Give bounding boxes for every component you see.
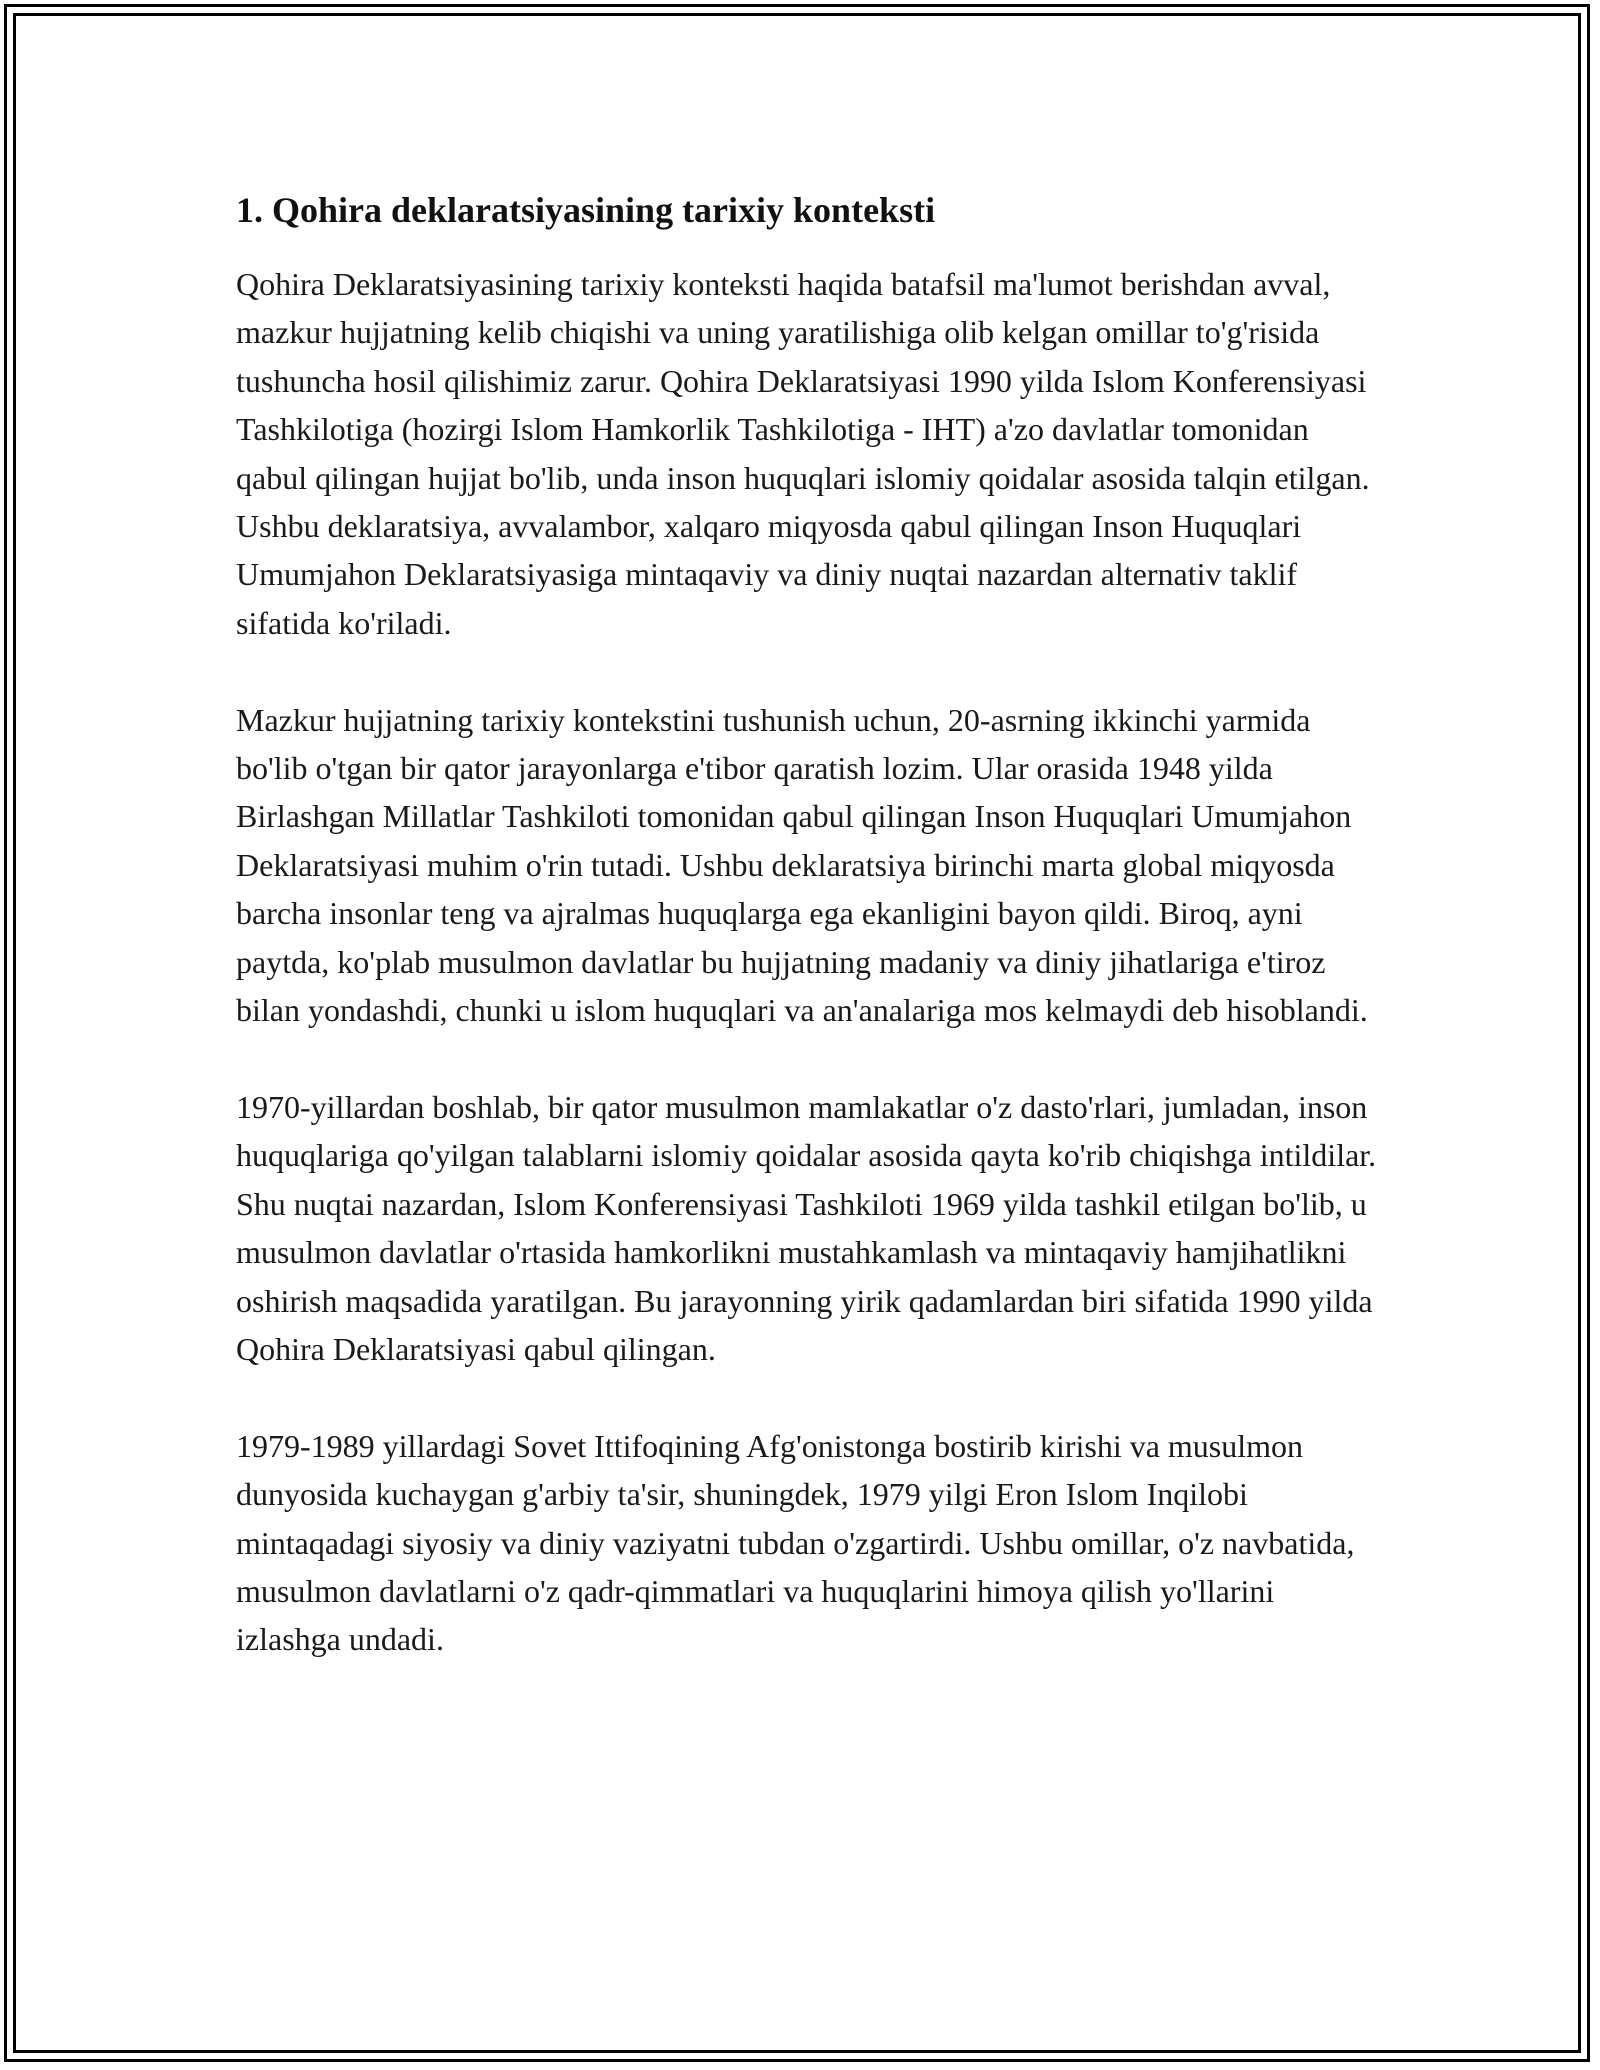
document-body: [236, 186, 1386, 1712]
section-heading: 1. Qohira deklaratsiyasining tarixiy konteksti: [236, 190, 936, 230]
paragraph-3: 1970-yillardan boshlab, bir qator musulmon mamlakatlar o'z dasto'rlari, jumladan, inson huquqlariga qo'yilgan talablarni islomiy qoidalar asosida qayta ko'rib chiqishga intildilar. Shu nuqtai nazardan, Islom Konferensiyasi Tashkiloti 1969 yilda tashkil etilgan bo'lib, u musulmon davlatlar o'rtasida hamkorlikni mustahkamlash va mintaqaviy hamjihatlikni oshirish maqsadida yaratilgan. Bu jarayonning yirik qadamlardan biri sifatida 1990 yilda Qohira Deklaratsiyasi qabul qilingan.: [236, 1088, 1377, 1367]
paragraph-4: 1979-1989 yillardagi Sovet Ittifoqining Afg'onistonga bostirib kirishi va musulmon dunyosida kuchaygan g'arbiy ta'sir, shuningdek, 1979 yilgi Eron Islom Inqilobi mintaqadagi siyosiy va diniy vaziyatni tubdan o'zgartirdi. Ushbu omillar, o'z navbatida, musulmon davlatlarni o'z qadr-qimmatlari va huquqlarini himoya qilish yo'llarini izlashga undadi.: [236, 1427, 1355, 1658]
paragraph-2: Mazkur hujjatning tarixiy kontekstini tushunish uchun, 20-asrning ikkinchi yarmida bo'lib o'tgan bir qator jarayonlarga e'tibor qaratish lozim. Ular orasida 1948 yilda Birlashgan Millatlar Tashkiloti tomonidan qabul qilingan Inson Huquqlari Umumjahon Deklaratsiyasi muhim o'rin tutadi. Ushbu deklaratsiya birinchi marta global miqyosda barcha insonlar teng va ajralmas huquqlarga ega ekanligini bayon qildi. Biroq, ayni paytda, ko'plab musulmon davlatlar bu hujjatning madaniy va diniy jihatlariga e'tiroz bilan yondashdi, chunki u islom huquqlari va an'analariga mos kelmaydi deb hisoblandi.: [236, 701, 1368, 1029]
paragraph-1: Qohira Deklaratsiyasining tarixiy konteksti haqida batafsil ma'lumot berishdan avval, mazkur hujjatning kelib chiqishi va uning yaratilishiga olib kelgan omillar to'g'risida tushuncha hosil qilishimiz zarur. Qohira Deklaratsiyasi 1990 yilda Islom Konferensiyasi Tashkilotiga (hozirgi Islom Hamkorlik Tashkilotiga - IHT) a'zo davlatlar tomonidan qabul qilingan hujjat bo'lib, unda inson huquqlari islomiy qoidalar asosida talqin etilgan. Ushbu deklaratsiya, avvalambor, xalqaro miqyosda qabul qilingan Inson Huquqlari Umumjahon Deklaratsiyasiga mintaqaviy va diniy nuqtai nazardan alternativ taklif sifatida ko'riladi.: [236, 266, 1370, 641]
